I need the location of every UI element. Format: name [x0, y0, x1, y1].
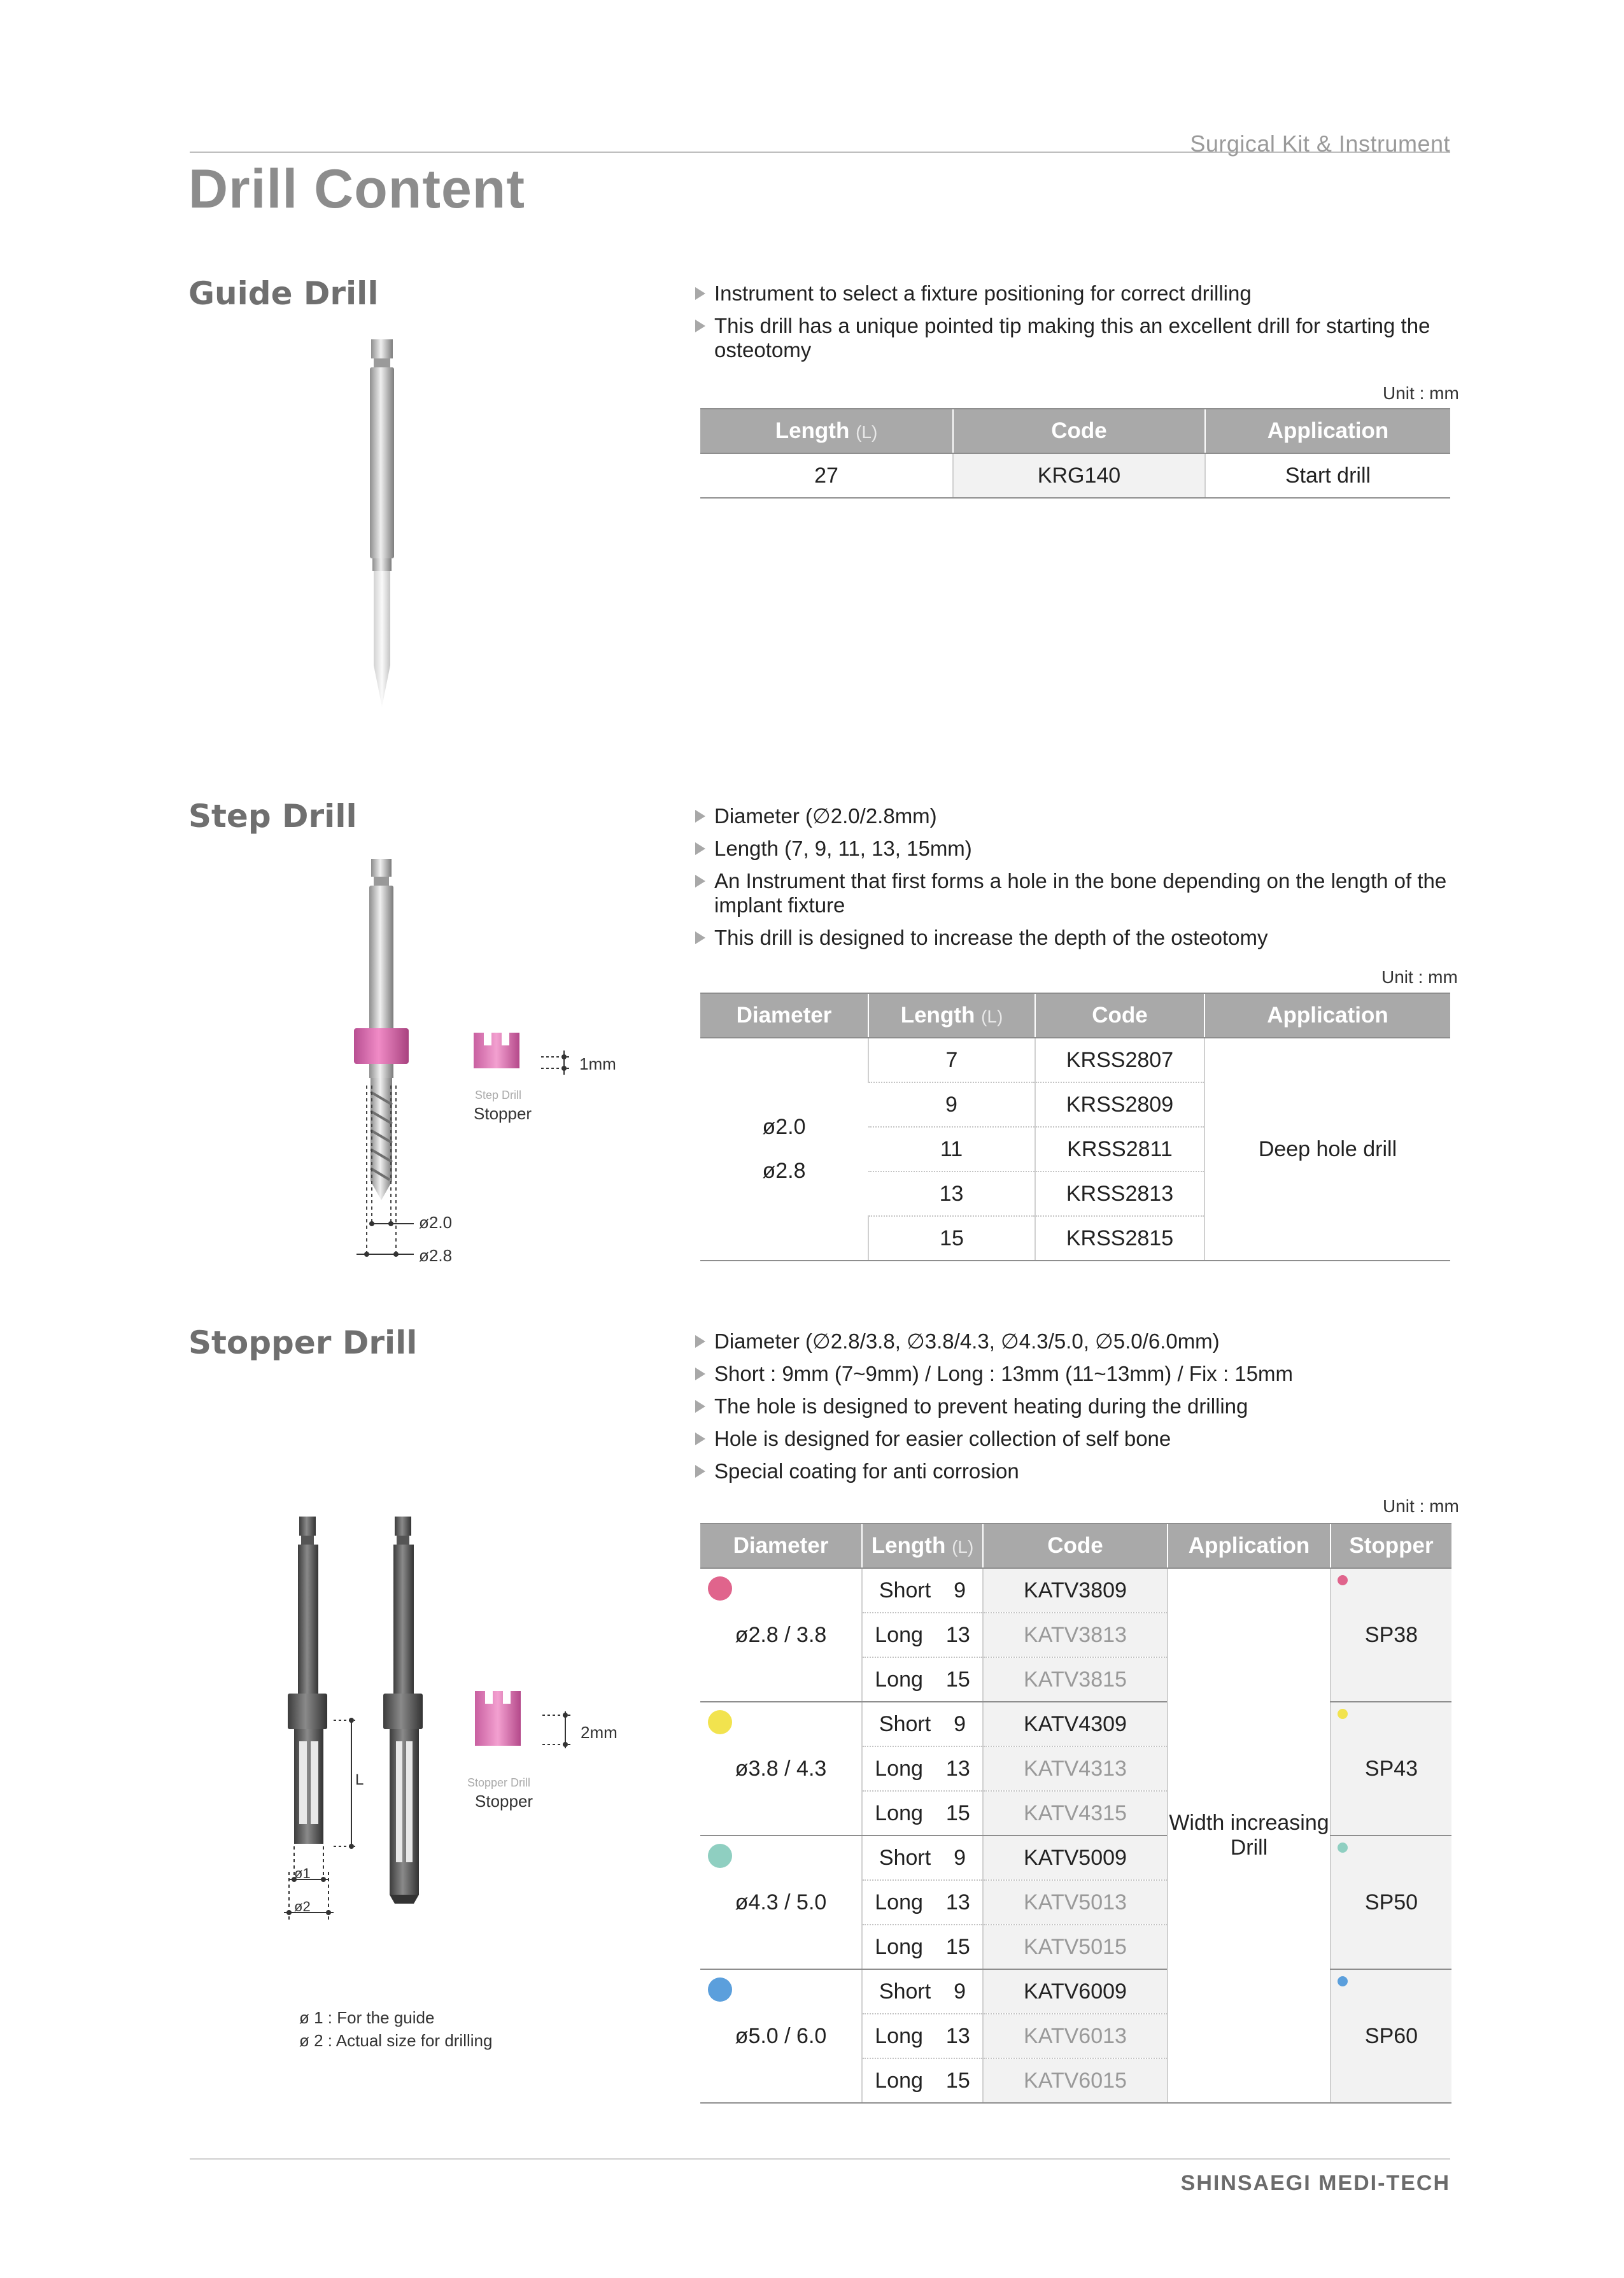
- bullet-arrow-icon: [695, 1433, 705, 1445]
- stopper-d2-label: ø2: [294, 1899, 311, 1914]
- cell-code: KRSS2809: [1035, 1082, 1204, 1127]
- bullet-item: This drill has a unique pointed tip making this an excellent drill for starting the osteotomy: [695, 314, 1453, 362]
- stopper-drill-table: [700, 1523, 1451, 2104]
- guide-drill-table: [700, 408, 1450, 499]
- bullet-arrow-icon: [695, 1368, 705, 1380]
- color-dot-icon: [1338, 1843, 1348, 1853]
- brand-logo: SHINSAEGI MEDI-TECH: [1180, 2171, 1450, 2195]
- header-diameter: Diameter: [700, 1524, 862, 1568]
- cell-length: Short 9: [862, 1702, 983, 1746]
- cell-code: KATV4313: [983, 1746, 1168, 1791]
- cell-code: KATV6013: [983, 2014, 1168, 2058]
- cell-length: Long 15: [862, 2058, 983, 2103]
- stopper-stopper-small: Stopper Drill: [467, 1776, 531, 1789]
- cell-length: 13: [868, 1171, 1035, 1216]
- cell-stopper: SP50: [1331, 1836, 1451, 1969]
- cell-length: Long 13: [862, 2014, 983, 2058]
- cell-code: KATV6009: [983, 1969, 1168, 2014]
- color-dot-icon: [708, 1576, 732, 1601]
- bullet-item: Diameter (∅2.0/2.8mm): [695, 804, 1453, 828]
- step-drill-table: [700, 993, 1450, 1261]
- cell-code: KRSS2811: [1035, 1127, 1204, 1171]
- cell-length: 9: [868, 1082, 1035, 1127]
- unit-label: Unit : mm: [1381, 967, 1458, 987]
- cell-code: KATV5013: [983, 1880, 1168, 1925]
- stopper-drill-title: Stopper Drill: [188, 1324, 418, 1361]
- bullet-arrow-icon: [695, 842, 705, 855]
- bullet-arrow-icon: [695, 1335, 705, 1348]
- table-row: [700, 1038, 1450, 1082]
- cell-length: Long 15: [862, 1657, 983, 1702]
- cell-diameter: [700, 1038, 868, 1261]
- table-header-row: [700, 993, 1450, 1038]
- bullet-arrow-icon: [695, 931, 705, 944]
- bullet-item: Length (7, 9, 11, 13, 15mm): [695, 837, 1453, 861]
- stopper-length-marker: L: [355, 1771, 364, 1788]
- step-stopper-dim: 1mm: [579, 1054, 616, 1073]
- step-stopper-image: [470, 1026, 578, 1077]
- cell-length: 11: [868, 1127, 1035, 1171]
- color-dot-icon: [708, 1710, 732, 1734]
- cell-diameter: ø2.8 / 3.8: [700, 1568, 862, 1702]
- cell-stopper: SP43: [1331, 1702, 1451, 1836]
- bullet-arrow-icon: [695, 320, 705, 332]
- cell-length: Long 13: [862, 1613, 983, 1657]
- bullet-item: Diameter (∅2.8/3.8, ∅3.8/4.3, ∅4.3/5.0, ∅5.0/6.0mm): [695, 1329, 1453, 1354]
- color-dot-icon: [708, 1977, 732, 2002]
- header-length: Length (L): [700, 409, 953, 453]
- unit-label: Unit : mm: [1383, 383, 1459, 403]
- cell-application: Width increasing Drill: [1168, 1568, 1331, 2103]
- stopper-stopper-label: Stopper: [475, 1792, 533, 1811]
- step-drill-title: Step Drill: [188, 798, 357, 835]
- cell-stopper: SP60: [1331, 1969, 1451, 2103]
- table-row: [700, 1836, 1451, 1880]
- bullet-item: This drill is designed to increase the depth of the osteotomy: [695, 926, 1453, 950]
- color-dot-icon: [1338, 1709, 1348, 1719]
- bullet-arrow-icon: [695, 1400, 705, 1413]
- cell-code: KRSS2815: [1035, 1216, 1204, 1261]
- cell-length: Long 15: [862, 1925, 983, 1969]
- cell-length: 15: [868, 1216, 1035, 1261]
- cell-code: KATV3813: [983, 1613, 1168, 1657]
- color-dot-icon: [1338, 1976, 1348, 1986]
- cell-length: Short 9: [862, 1969, 983, 2014]
- guide-drill-title: Guide Drill: [188, 275, 379, 312]
- header-application: Application: [1205, 409, 1450, 453]
- cell-code: KATV4315: [983, 1791, 1168, 1836]
- cell-length: Short 9: [862, 1836, 983, 1880]
- header-application: Application: [1204, 993, 1450, 1038]
- cell-length: Long 15: [862, 1791, 983, 1836]
- guide-drill-bullets: [695, 281, 1453, 371]
- cell-application: Deep hole drill: [1204, 1038, 1450, 1261]
- bullet-item: Special coating for anti corrosion: [695, 1459, 1453, 1483]
- table-row: [700, 1568, 1451, 1613]
- cell-length: 7: [868, 1038, 1035, 1082]
- cell-diameter: ø4.3 / 5.0: [700, 1836, 862, 1969]
- stopper-d1-label: ø1: [294, 1865, 311, 1881]
- bullet-item: Short : 9mm (7~9mm) / Long : 13mm (11~13mm) / Fix : 15mm: [695, 1362, 1453, 1386]
- header-length: Length (L): [862, 1524, 983, 1568]
- header-diameter: Diameter: [700, 993, 868, 1038]
- stopper-note-2: ø 2 : Actual size for drilling: [299, 2031, 493, 2050]
- step-drill-image: [344, 856, 458, 1257]
- bullet-item: Instrument to select a fixture positioning for correct drilling: [695, 281, 1453, 306]
- guide-drill-image: [353, 334, 411, 710]
- cell-length: 27: [700, 453, 953, 498]
- bullet-arrow-icon: [695, 875, 705, 888]
- footer-rule: [190, 2158, 1450, 2160]
- unit-label: Unit : mm: [1383, 1496, 1459, 1516]
- step-stopper-label: Stopper: [474, 1104, 532, 1123]
- table-row: [700, 1969, 1451, 2014]
- cell-length: Long 13: [862, 1746, 983, 1791]
- header-code: Code: [1035, 993, 1204, 1038]
- cell-stopper: SP38: [1331, 1568, 1451, 1702]
- cell-diameter: ø5.0 / 6.0: [700, 1969, 862, 2103]
- cell-code: KATV4309: [983, 1702, 1168, 1746]
- cell-code: KATV3815: [983, 1657, 1168, 1702]
- cell-code: KATV5015: [983, 1925, 1168, 1969]
- step-d1-label: ø2.0: [419, 1213, 453, 1232]
- bullet-arrow-icon: [695, 287, 705, 300]
- header-code: Code: [953, 409, 1205, 453]
- header-length: Length (L): [868, 993, 1035, 1038]
- cell-code: KRSS2813: [1035, 1171, 1204, 1216]
- stopper-stopper-dim: 2mm: [581, 1723, 618, 1742]
- cell-application: Start drill: [1205, 453, 1450, 498]
- bullet-arrow-icon: [695, 810, 705, 823]
- cell-code: KRG140: [953, 453, 1205, 498]
- step-stopper-small: Step Drill: [475, 1089, 522, 1101]
- stopper-stopper-image: [471, 1686, 579, 1750]
- diameter-value: ø2.8: [762, 1159, 806, 1183]
- table-header-row: [700, 1524, 1451, 1568]
- cell-code: KATV5009: [983, 1836, 1168, 1880]
- header-stopper: Stopper: [1331, 1524, 1451, 1568]
- stopper-drill-bullets: [695, 1329, 1453, 1492]
- diameter-value: ø2.0: [762, 1115, 806, 1139]
- step-drill-bullets: [695, 804, 1453, 958]
- cell-code: KATV6015: [983, 2058, 1168, 2103]
- table-row: [700, 453, 1450, 498]
- stopper-drill-image: [280, 1515, 439, 1948]
- header-code: Code: [983, 1524, 1168, 1568]
- page-title: Drill Content: [188, 159, 525, 220]
- bullet-item: Hole is designed for easier collection of self bone: [695, 1427, 1453, 1451]
- table-row: [700, 1702, 1451, 1746]
- cell-length: Long 13: [862, 1880, 983, 1925]
- cell-diameter: ø3.8 / 4.3: [700, 1702, 862, 1836]
- bullet-arrow-icon: [695, 1465, 705, 1478]
- cell-length: Short 9: [862, 1568, 983, 1613]
- step-d2-label: ø2.8: [419, 1246, 453, 1265]
- color-dot-icon: [708, 1844, 732, 1868]
- section-label: Surgical Kit & Instrument: [1190, 131, 1450, 157]
- bullet-item: The hole is designed to prevent heating during the drilling: [695, 1394, 1453, 1418]
- cell-code: KATV3809: [983, 1568, 1168, 1613]
- bullet-item: An Instrument that first forms a hole in the bone depending on the length of the implant fixture: [695, 869, 1453, 917]
- cell-code: KRSS2807: [1035, 1038, 1204, 1082]
- color-dot-icon: [1338, 1575, 1348, 1585]
- header-application: Application: [1168, 1524, 1331, 1568]
- stopper-note-1: ø 1 : For the guide: [299, 2008, 435, 2027]
- table-header-row: [700, 409, 1450, 453]
